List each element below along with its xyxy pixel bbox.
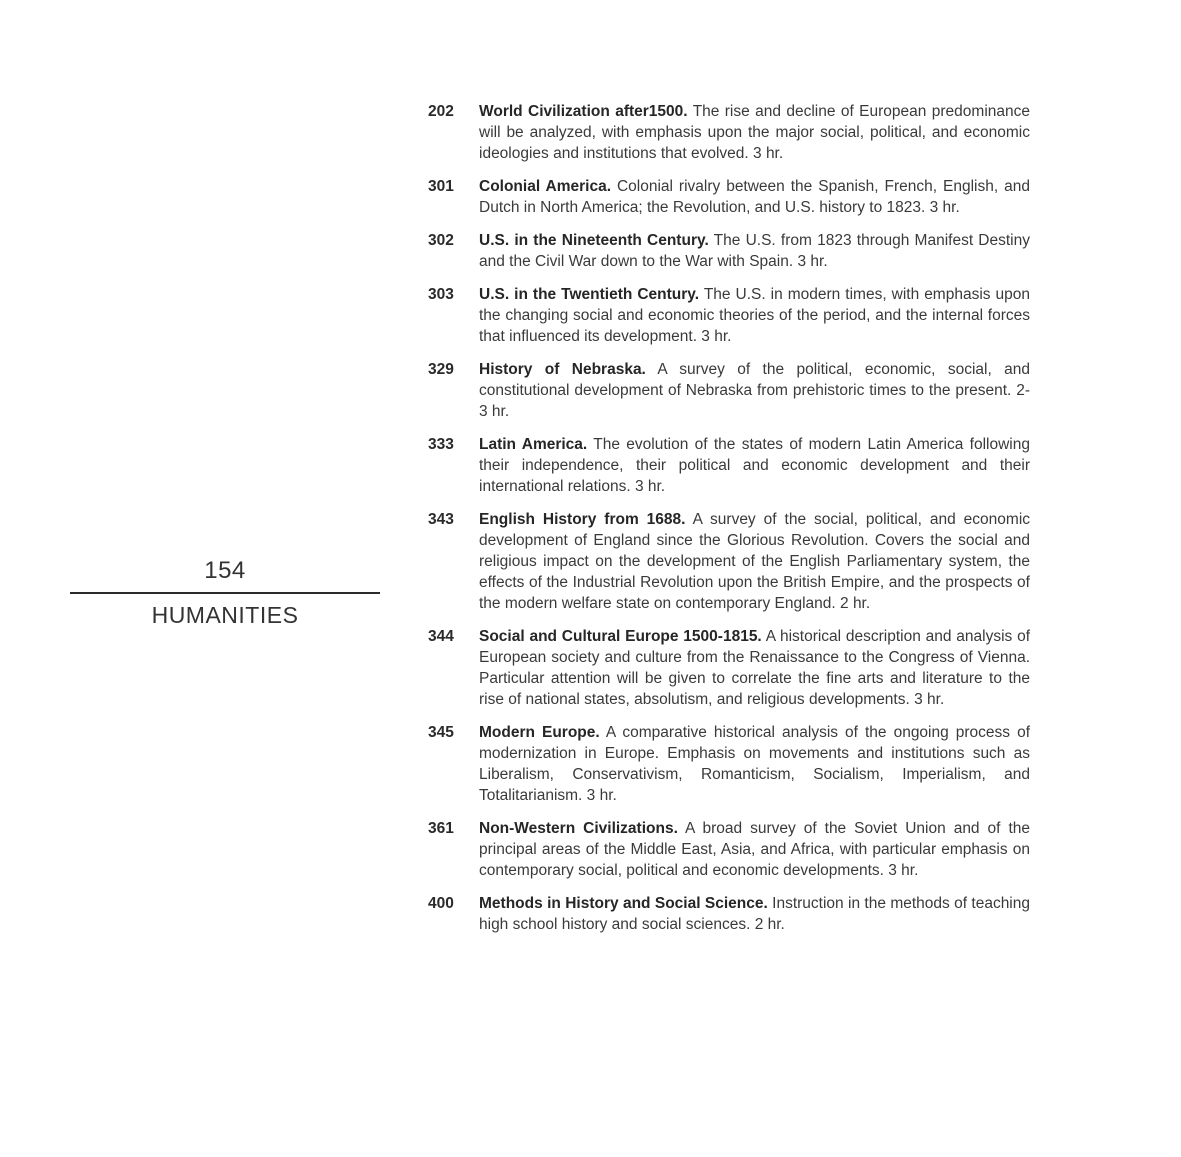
- course-text: [479, 509, 1030, 614]
- course-entry-202: [428, 101, 1030, 164]
- course-entry-302: [428, 230, 1030, 272]
- course-list: [428, 101, 1030, 947]
- course-number: 361: [428, 820, 454, 837]
- course-entry-303: [428, 284, 1030, 347]
- page-side-header: [70, 556, 380, 630]
- course-number: 303: [428, 286, 454, 303]
- course-text: [479, 893, 1030, 935]
- course-number: 333: [428, 436, 454, 453]
- course-text: [479, 434, 1030, 497]
- course-title: U.S. in the Twentieth Century.: [479, 286, 700, 303]
- course-text: [479, 101, 1030, 164]
- course-title: Methods in History and Social Science.: [479, 895, 768, 912]
- course-description: A broad survey of the Soviet Union and of the principal areas of the Middle East, Asia, and Africa, with particular emphasis on contemporary social, political and economic developments. 3 hr.: [479, 820, 1030, 879]
- course-entry-343: [428, 509, 1030, 614]
- course-description: A survey of the political, economic, social, and constitutional development of Nebraska from prehistoric times to the present. 2-3 hr.: [479, 361, 1030, 420]
- course-description: The U.S. from 1823 through Manifest Destiny and the Civil War down to the War with Spain. 3 hr.: [479, 232, 1030, 270]
- course-text: [479, 230, 1030, 272]
- course-entry-329: [428, 359, 1030, 422]
- course-description: Instruction in the methods of teaching high school history and social sciences. 2 hr.: [479, 895, 1030, 933]
- course-title: Latin America.: [479, 436, 588, 453]
- course-number: 343: [428, 511, 454, 528]
- course-text: [479, 359, 1030, 422]
- course-number: 329: [428, 361, 454, 378]
- course-description: The rise and decline of European predominance will be analyzed, with emphasis upon the major social, political, and economic ideologies and institutions that evolved. 3 hr.: [479, 103, 1030, 162]
- course-number: 301: [428, 178, 454, 195]
- course-title: Social and Cultural Europe 1500-1815.: [479, 628, 762, 645]
- course-number: 344: [428, 628, 454, 645]
- course-entry-344: [428, 626, 1030, 710]
- course-title: English History from 1688.: [479, 511, 686, 528]
- course-number: 345: [428, 724, 454, 741]
- course-entry-345: [428, 722, 1030, 806]
- course-title: World Civilization after1500.: [479, 103, 688, 120]
- course-title: Modern Europe.: [479, 724, 600, 741]
- course-text: [479, 284, 1030, 347]
- course-entry-400: [428, 893, 1030, 935]
- course-description: The evolution of the states of modern Latin America following their independence, their political and economic development and their international relations. 3 hr.: [479, 436, 1030, 495]
- course-text: [479, 176, 1030, 218]
- course-title: U.S. in the Nineteenth Century.: [479, 232, 709, 249]
- header-divider: [70, 592, 380, 594]
- section-title: HUMANITIES: [151, 602, 299, 628]
- course-text: [479, 818, 1030, 881]
- course-title: Non-Western Civilizations.: [479, 820, 678, 837]
- course-description: Colonial rivalry between the Spanish, French, English, and Dutch in North America; the Revolution, and U.S. history to 1823. 3 hr.: [479, 178, 1030, 216]
- page-number: 154: [204, 557, 246, 584]
- course-text: [479, 722, 1030, 806]
- course-title: Colonial America.: [479, 178, 611, 195]
- course-number: 400: [428, 895, 454, 912]
- course-text: [479, 626, 1030, 710]
- course-entry-333: [428, 434, 1030, 497]
- course-description: A comparative historical analysis of the ongoing process of modernization in Europe. Emphasis on movements and institutions such as Liberalism, Conservativism, Romanticism, Socialism, Imperialism, and Totalitarianism. 3 hr.: [479, 724, 1030, 804]
- course-description: The U.S. in modern times, with emphasis upon the changing social and economic theories of the period, and the internal forces that influenced its development. 3 hr.: [479, 286, 1031, 345]
- course-entry-301: [428, 176, 1030, 218]
- course-title: History of Nebraska.: [479, 361, 646, 378]
- course-number: 302: [428, 232, 454, 249]
- course-description: A survey of the social, political, and economic development of England since the Glorious Revolution. Covers the social and religious impact on the development of the English Parliamentary system, the effects of the Industrial Revolution upon the British Empire, and the prospects of the modern welfare state on contemporary England. 2 hr.: [479, 511, 1031, 612]
- course-description: A historical description and analysis of European society and culture from the Renaissance to the Congress of Vienna. Particular attention will be given to correlate the fine arts and literature to the rise of national states, absolutism, and religious developments. 3 hr.: [479, 628, 1031, 708]
- course-entry-361: [428, 818, 1030, 881]
- course-number: 202: [428, 103, 454, 120]
